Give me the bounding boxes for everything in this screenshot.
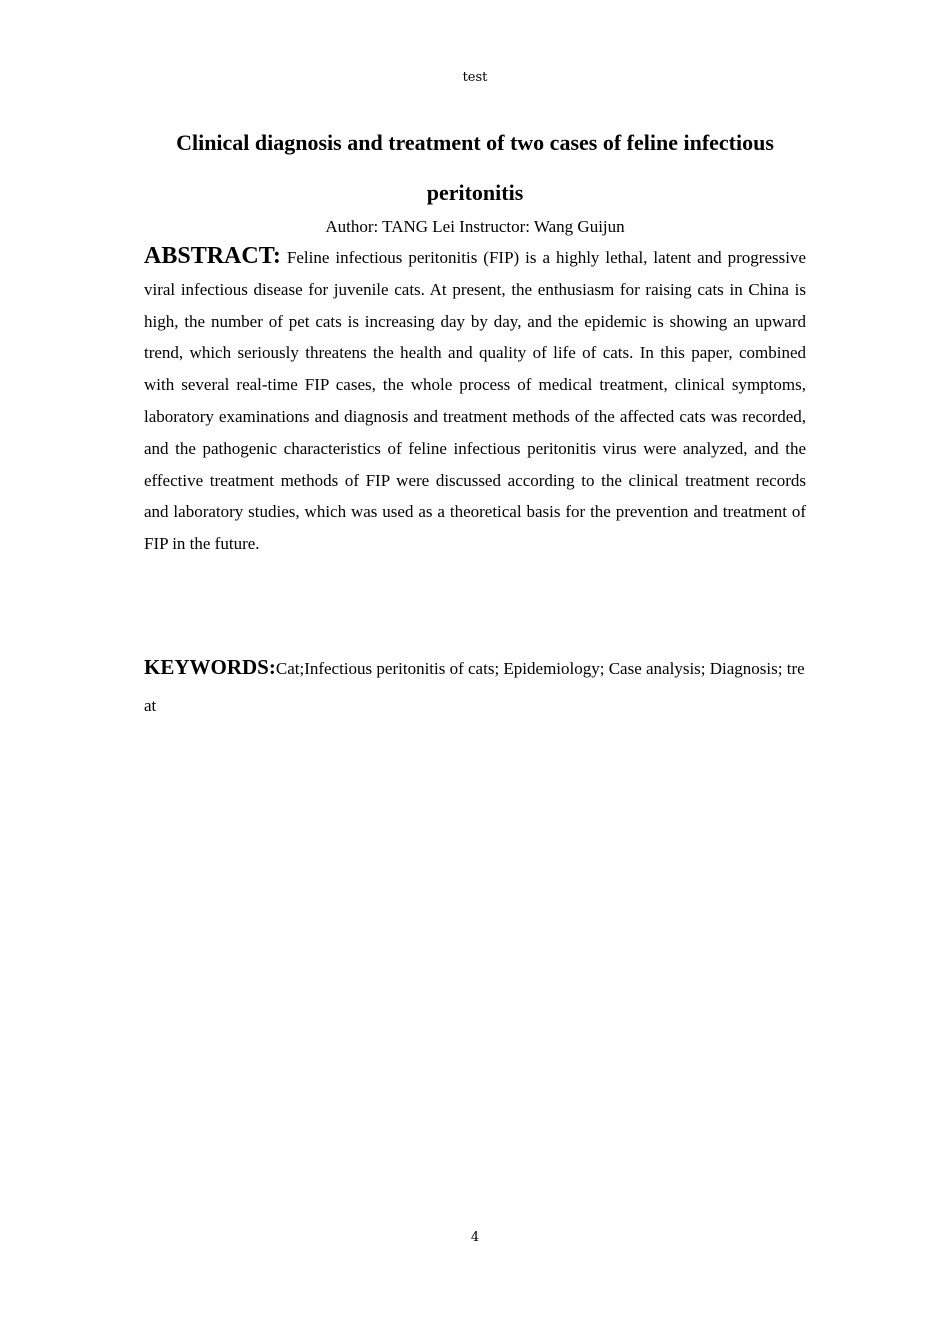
paper-title: Clinical diagnosis and treatment of two cases of feline infectious peritonitis [176, 130, 774, 205]
keywords-text: Cat;Infectious peritonitis of cats; Epidemiology; Case analysis; Diagnosis; treat [144, 659, 805, 715]
abstract-text: Feline infectious peritonitis (FIP) is a highly lethal, latent and progressive viral infectious disease for juvenile cats. At present, the enthusiasm for raising cats in China is high, the number of pet cats is increasing day by day, and the epidemic is showing an upward trend, which seriously threatens the health and quality of life of cats. In this paper, combined with several real-time FIP cases, the whole process of medical treatment, clinical symptoms, laboratory examinations and diagnosis and treatment methods of the affected cats was recorded, and the pathogenic characteristics of feline infectious peritonitis virus were analyzed, and the effective treatment methods of FIP were discussed according to the clinical treatment records and laboratory studies, which was used as a theoretical basis for the prevention and treatment of FIP in the future. [144, 248, 807, 554]
abstract-paragraph [144, 241, 806, 560]
abstract-label: ABSTRACT: [144, 243, 281, 269]
author-line: Author: TANG Lei Instructor: Wang Guijun [325, 217, 625, 236]
keywords-paragraph [144, 649, 806, 724]
page-number: 4 [470, 1230, 480, 1245]
keywords-label: KEYWORDS: [144, 655, 276, 679]
running-header: test [462, 70, 488, 85]
